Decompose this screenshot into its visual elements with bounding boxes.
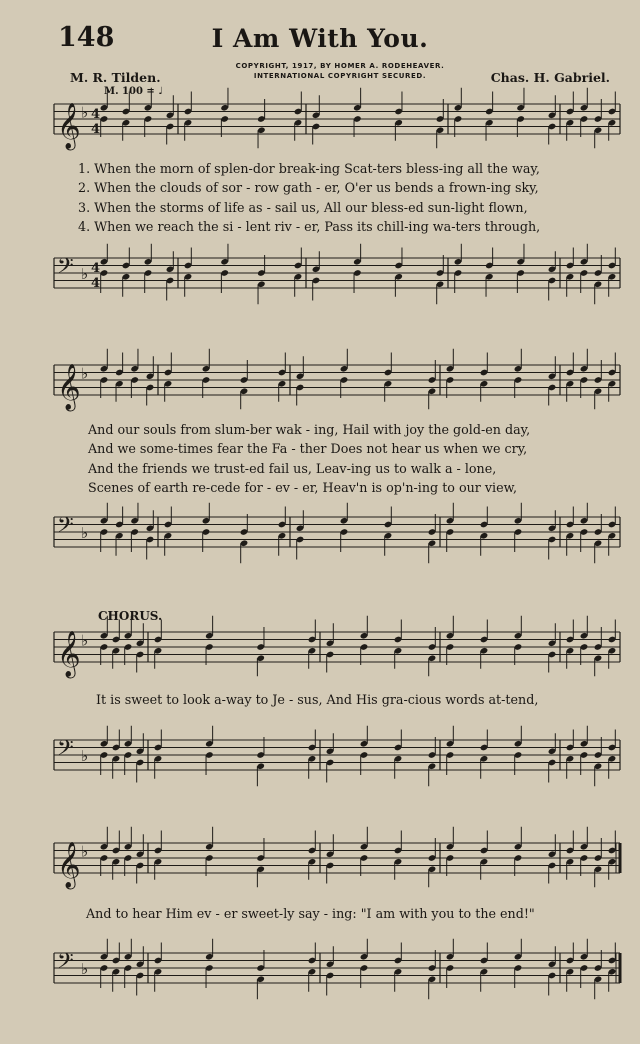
hymn-title: I Am With You.: [211, 24, 429, 53]
final-bar-thick: [619, 953, 622, 983]
treble-clef-icon: 𝄞: [57, 842, 81, 888]
bass-clef-icon: 𝄢: [57, 254, 74, 284]
time-signature-bottom: 4: [91, 122, 101, 137]
flat-key-signature-icon: ♭: [81, 103, 89, 122]
chorus-line-1: It is sweet to look a-way to Je - sus, And His gra-cious words at-tend,: [96, 692, 539, 707]
metronome-text: M. 100 =: [104, 86, 155, 97]
chorus-label: CHORUS.: [98, 609, 163, 623]
verse-3-line-2: And the friends we trust-ed fail us, Leav-ing us to walk a - lone,: [88, 461, 497, 476]
copyright-line: COPYRIGHT, 1917, BY HOMER A. RODEHEAVER.: [235, 62, 445, 70]
flat-key-signature-icon: ♭: [81, 523, 89, 542]
time-signature-top: 4: [91, 261, 101, 276]
time-signature-bottom: 4: [91, 276, 101, 291]
verse-4-line-2: Scenes of earth re-cede for - ev - er, Heav'n is op'n-ing to our view,: [88, 480, 517, 495]
bass-clef-icon: 𝄢: [57, 949, 74, 979]
flat-key-signature-icon: ♭: [81, 364, 89, 383]
treble-clef-icon: 𝄞: [57, 364, 81, 410]
lyricist: M. R. Tilden.: [70, 70, 161, 85]
verse-2-line-1: 2. When the clouds of sor - row gath - er, O'er us bends a frown-ing sky,: [78, 180, 539, 195]
verse-4-line-1: 4. When we reach the si - lent riv - er, Pass its chill-ing wa-ters through,: [78, 219, 541, 234]
chorus-line-2: And to hear Him ev - er sweet-ly say - ing: "I am with you to the end!": [86, 906, 535, 921]
bass-clef-icon: 𝄢: [57, 513, 74, 543]
final-bar-thick: [619, 843, 622, 873]
verse-1-line-1: 1. When the morn of splen-dor break-ing Scat-ters bless-ing all the way,: [78, 161, 540, 176]
verse-1-line-2: And our souls from slum-ber wak - ing, Hail with joy the gold-en day,: [88, 422, 531, 437]
bass-clef-icon: 𝄢: [57, 736, 74, 766]
flat-key-signature-icon: ♭: [81, 631, 89, 650]
verse-2-line-2: And we some-times fear the Fa - ther Does not hear us when we cry,: [88, 441, 528, 456]
treble-clef-icon: 𝄞: [57, 103, 81, 149]
composer: Chas. H. Gabriel.: [490, 70, 610, 85]
flat-key-signature-icon: ♭: [81, 959, 89, 978]
verse-3-line-1: 3. When the storms of life as - sail us, All our bless-ed sun-light flown,: [78, 200, 528, 215]
hymn-number: 148: [58, 22, 115, 53]
copyright-line: INTERNATIONAL COPYRIGHT SECURED.: [253, 72, 427, 80]
treble-clef-icon: 𝄞: [57, 631, 81, 677]
flat-key-signature-icon: ♭: [81, 264, 89, 283]
flat-key-signature-icon: ♭: [81, 842, 89, 861]
time-signature-top: 4: [91, 107, 101, 122]
quarter-note-icon: ♩: [154, 86, 163, 97]
flat-key-signature-icon: ♭: [81, 746, 89, 765]
